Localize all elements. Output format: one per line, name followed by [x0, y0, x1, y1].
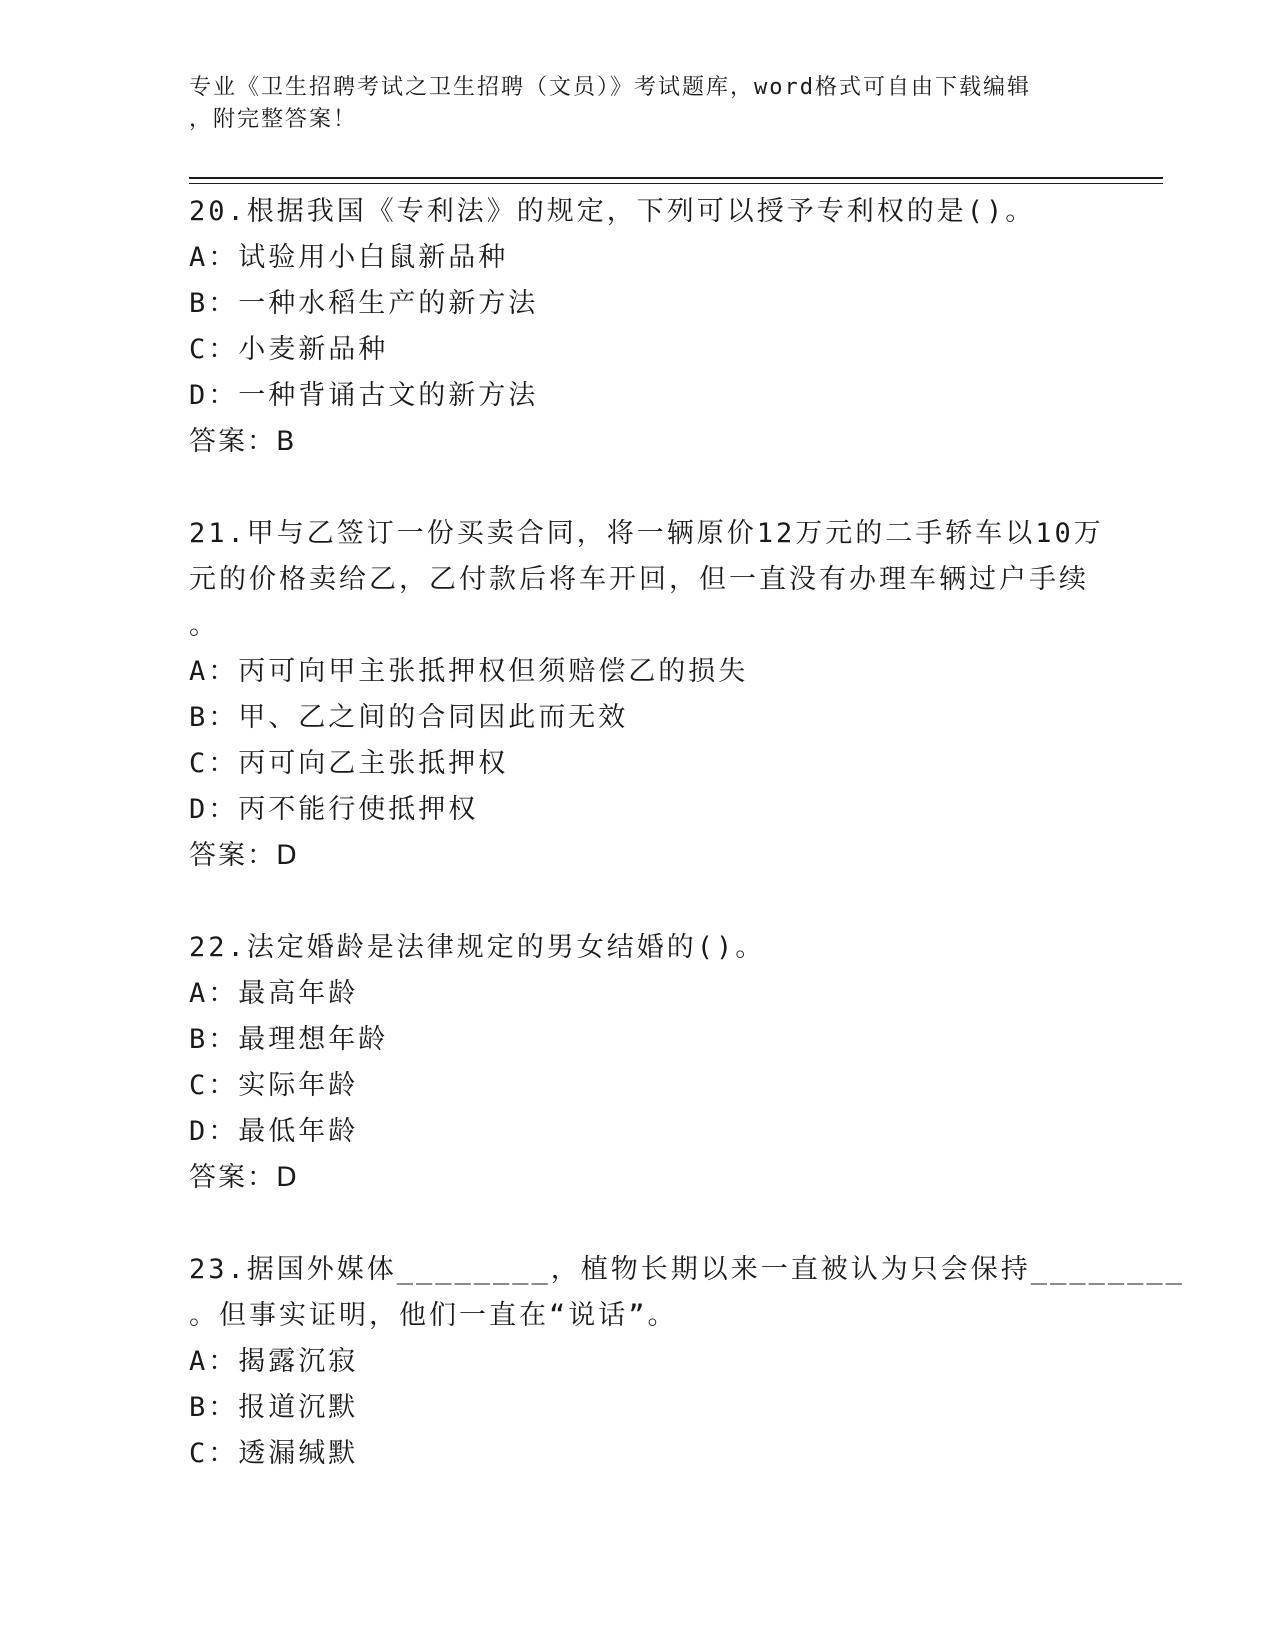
option-d: D：丙不能行使抵押权 — [189, 794, 479, 825]
option-a: A：揭露沉寂 — [189, 1346, 359, 1377]
question-23 — [189, 1247, 1185, 1477]
header-divider-thin — [189, 183, 1163, 184]
option-c: C：实际年龄 — [189, 1070, 359, 1101]
option-a: A：试验用小白鼠新品种 — [189, 242, 509, 273]
question-text: 22.法定婚龄是法律规定的男女结婚的()。 — [189, 932, 766, 963]
question-20 — [189, 189, 1089, 465]
answer-value: B — [276, 426, 298, 457]
option-b: B：甲、乙之间的合同因此而无效 — [189, 702, 629, 733]
option-d: D：一种背诵古文的新方法 — [189, 380, 539, 411]
question-text-line-2: 。但事实证明，他们一直在“说话”。 — [189, 1300, 678, 1331]
question-text-line-1: 21.甲与乙签订一份买卖合同，将一辆原价12万元的二手轿车以10万 — [189, 518, 1104, 549]
option-b: B：报道沉默 — [189, 1392, 359, 1423]
option-b: B：最理想年龄 — [189, 1024, 389, 1055]
option-a: A：最高年龄 — [189, 978, 359, 1009]
question-text-line-3: 。 — [189, 610, 219, 641]
option-c: C：透漏缄默 — [189, 1438, 359, 1469]
answer-value: D — [276, 1162, 300, 1193]
answer — [189, 833, 1089, 879]
question-text-line-2: 元的价格卖给乙，乙付款后将车开回，但一直没有办理车辆过户手续 — [189, 564, 1089, 595]
question-text: 20.根据我国《专利法》的规定，下列可以授予专利权的是()。 — [189, 196, 1036, 227]
option-a: A：丙可向甲主张抵押权但须赔偿乙的损失 — [189, 656, 749, 687]
answer — [189, 419, 1089, 465]
answer-label: 答案： — [189, 426, 276, 457]
header-line-2: ，附完整答案！ — [189, 107, 358, 132]
answer-value: D — [276, 840, 300, 871]
header-divider-thick — [189, 177, 1163, 179]
option-d: D：最低年龄 — [189, 1116, 359, 1147]
question-22 — [189, 925, 1089, 1201]
answer-label: 答案： — [189, 1162, 276, 1193]
header-line-1: 专业《卫生招聘考试之卫生招聘（文员）》考试题库，word格式可自由下载编辑 — [189, 75, 1031, 100]
answer — [189, 1155, 1089, 1201]
question-text-line-1: 23.据国外媒体________，植物长期以来一直被认为只会保持________ — [189, 1254, 1185, 1285]
option-c: C：丙可向乙主张抵押权 — [189, 748, 509, 779]
answer-label: 答案： — [189, 840, 276, 871]
option-c: C：小麦新品种 — [189, 334, 389, 365]
question-21 — [189, 511, 1104, 879]
option-b: B：一种水稻生产的新方法 — [189, 288, 539, 319]
document-header — [189, 72, 1069, 136]
